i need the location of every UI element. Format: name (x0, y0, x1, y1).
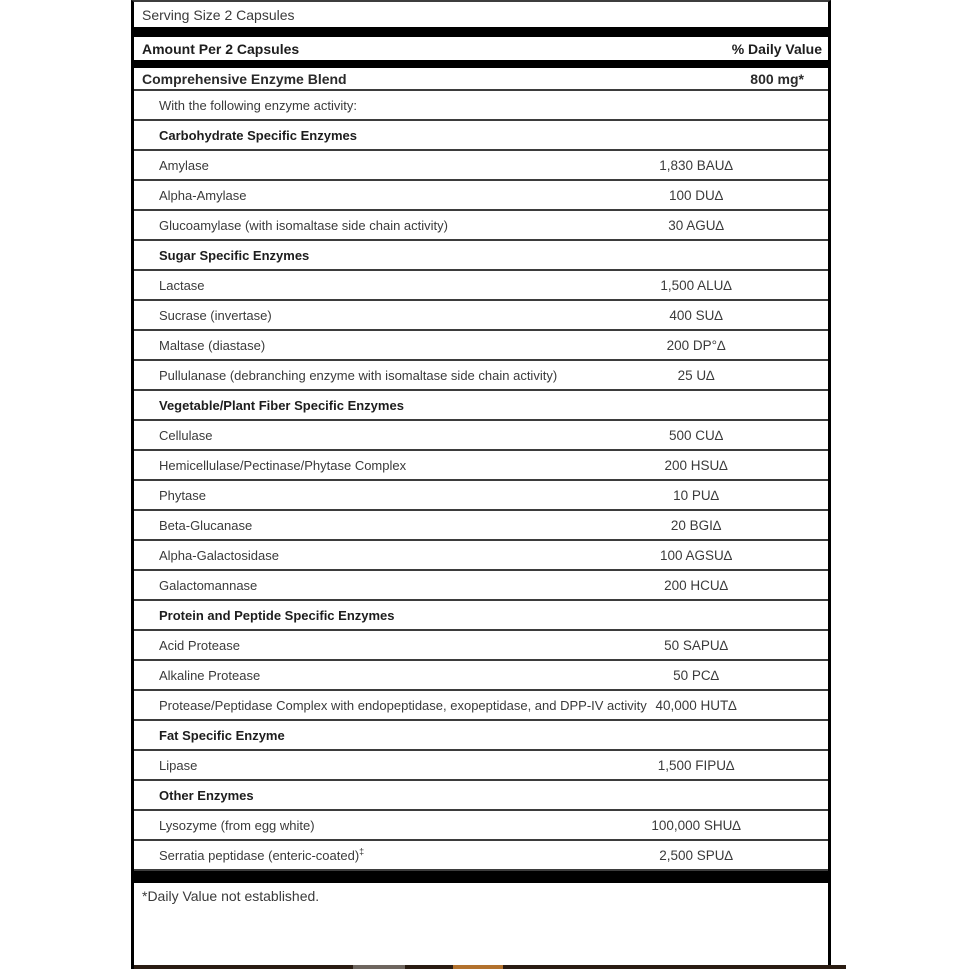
footnote-text: *Daily Value not established. (142, 888, 320, 904)
enzyme-row (134, 301, 828, 331)
section-header-row (134, 391, 828, 421)
enzyme-amount: 40,000 HUT∆ (655, 697, 737, 713)
enzyme-row (134, 271, 828, 301)
enzyme-amount: 500 CU∆ (668, 427, 724, 443)
section-title: Other Enzymes (159, 787, 254, 803)
section-header-row (134, 601, 828, 631)
enzyme-row (134, 361, 828, 391)
enzyme-name: Beta-Glucanase (159, 517, 253, 533)
strip-orange-segment (453, 965, 503, 969)
enzyme-name: Maltase (diastase) (159, 337, 266, 353)
enzyme-sections (134, 121, 828, 871)
section-header-row (134, 721, 828, 751)
enzyme-name: Glucoamylase (with isomaltase side chain activity) (159, 217, 448, 233)
thick-divider-bar-bottom (134, 871, 828, 883)
enzyme-name: Pullulanase (debranching enzyme with isomaltase side chain activity) (159, 367, 558, 383)
enzyme-row (134, 511, 828, 541)
enzyme-name: Lysozyme (from egg white) (159, 817, 315, 833)
enzyme-amount: 1,500 ALU∆ (660, 277, 732, 293)
enzyme-row (134, 631, 828, 661)
enzyme-row (134, 481, 828, 511)
enzyme-name: Alpha-Galactosidase (159, 547, 279, 563)
footnote-row (134, 883, 828, 909)
enzyme-amount: 50 SAPU∆ (664, 637, 728, 653)
footnote-marker: ‡ (359, 846, 365, 857)
enzyme-row (134, 331, 828, 361)
section-title: Protein and Peptide Specific Enzymes (159, 607, 395, 623)
enzyme-row (134, 661, 828, 691)
enzyme-amount: 400 SU∆ (669, 307, 723, 323)
enzyme-amount: 200 HSU∆ (664, 457, 728, 473)
enzyme-row (134, 571, 828, 601)
enzyme-amount: 50 PC∆ (673, 667, 719, 683)
section-title: Carbohydrate Specific Enzymes (159, 127, 357, 143)
enzyme-amount: 30 AGU∆ (668, 217, 724, 233)
serving-size-row (134, 2, 828, 27)
section-title: Vegetable/Plant Fiber Specific Enzymes (159, 397, 404, 413)
enzyme-name: Alkaline Protease (159, 667, 261, 683)
enzyme-amount: 10 PU∆ (673, 487, 719, 503)
enzyme-name: Galactomannase (159, 577, 258, 593)
enzyme-name: Alpha-Amylase (159, 187, 247, 203)
thick-divider-bar-top (134, 27, 828, 37)
enzyme-row (134, 811, 828, 841)
enzyme-name: Lactase (159, 277, 205, 293)
enzyme-row (134, 841, 828, 871)
thick-divider-bar-header (134, 60, 828, 68)
section-header-row (134, 781, 828, 811)
enzyme-row (134, 151, 828, 181)
enzyme-amount: 200 HCU∆ (664, 577, 728, 593)
enzyme-amount: 2,500 SPU∆ (659, 847, 733, 863)
bottom-edge-strip (134, 965, 846, 969)
column-header-row (134, 37, 828, 60)
enzyme-amount: 1,500 FIPU∆ (657, 757, 735, 773)
enzyme-blend-amount: 800 mg* (750, 70, 804, 87)
enzyme-amount: 100,000 SHU∆ (651, 817, 741, 833)
enzyme-amount: 1,830 BAU∆ (659, 157, 733, 173)
enzyme-amount: 100 AGSU∆ (659, 547, 733, 563)
activity-note-row (134, 91, 828, 121)
enzyme-amount: 100 DU∆ (668, 187, 724, 203)
enzyme-row (134, 421, 828, 451)
enzyme-name: Serratia peptidase (enteric-coated)‡ (159, 846, 365, 863)
supplement-facts-panel (131, 0, 831, 969)
section-header-row (134, 241, 828, 271)
section-title: Fat Specific Enzyme (159, 727, 285, 743)
serving-size-text: Serving Size 2 Capsules (142, 6, 295, 23)
enzyme-row (134, 691, 828, 721)
enzyme-blend-row (134, 68, 828, 91)
enzyme-amount: 25 U∆ (677, 367, 715, 383)
strip-gray-segment (353, 965, 405, 969)
enzyme-amount: 200 DP°∆ (666, 337, 726, 353)
enzyme-row (134, 751, 828, 781)
enzyme-row (134, 211, 828, 241)
daily-value-header: % Daily Value (731, 40, 822, 57)
enzyme-row (134, 541, 828, 571)
enzyme-row (134, 451, 828, 481)
section-title: Sugar Specific Enzymes (159, 247, 310, 263)
enzyme-name: Amylase (159, 157, 209, 173)
enzyme-amount: 20 BGI∆ (670, 517, 722, 533)
enzyme-name: Hemicellulase/Pectinase/Phytase Complex (159, 457, 407, 473)
enzyme-name: Sucrase (invertase) (159, 307, 272, 323)
enzyme-blend-name: Comprehensive Enzyme Blend (142, 70, 347, 87)
amount-per-header: Amount Per 2 Capsules (142, 40, 300, 57)
enzyme-name: Acid Protease (159, 637, 240, 653)
enzyme-row (134, 181, 828, 211)
enzyme-name: Phytase (159, 487, 206, 503)
enzyme-name: Cellulase (159, 427, 213, 443)
enzyme-name: Protease/Peptidase Complex with endopeptidase, exopeptidase, and DPP-IV activity (159, 697, 647, 713)
enzyme-name: Lipase (159, 757, 198, 773)
section-header-row (134, 121, 828, 151)
activity-note-text: With the following enzyme activity: (159, 97, 357, 113)
